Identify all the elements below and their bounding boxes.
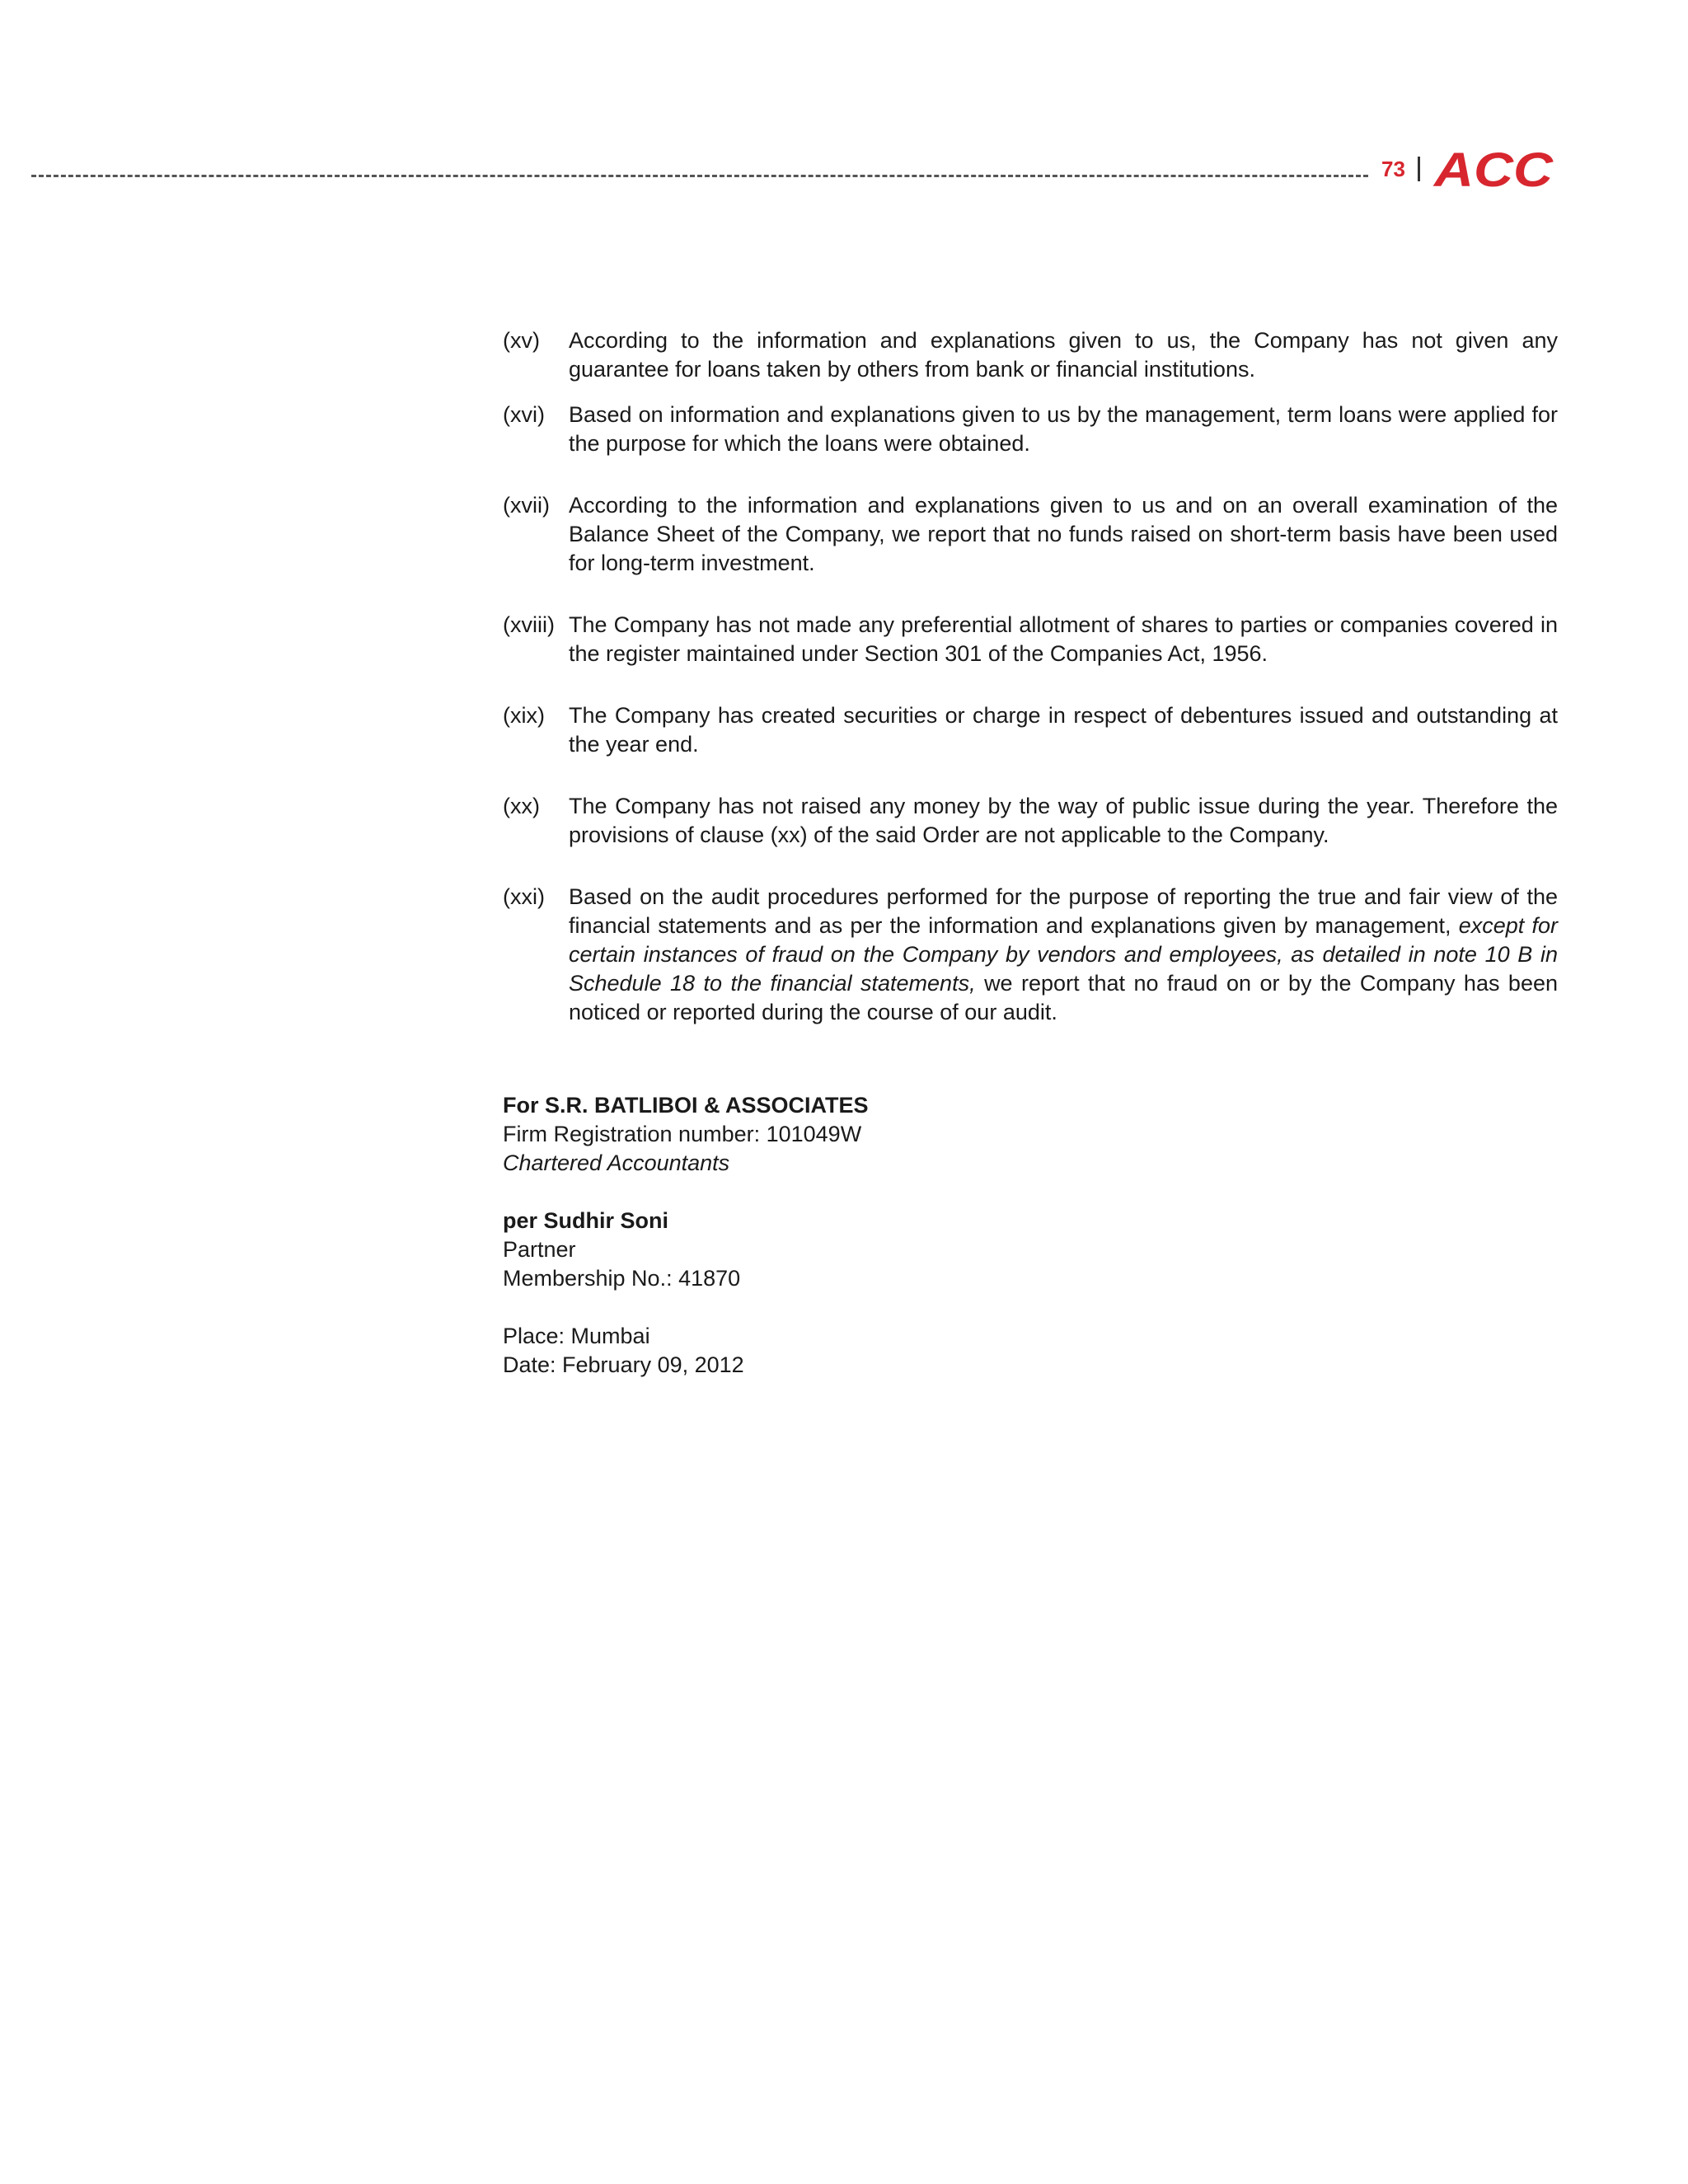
firm-registration: Firm Registration number: 101049W [503, 1122, 862, 1146]
clause-number: (xvii) [503, 493, 550, 518]
clause-xviii [503, 611, 1558, 668]
clause-text [569, 883, 1558, 1027]
place: Place: Mumbai [503, 1324, 650, 1348]
clause-text: Based on information and explanations given to us by the management, term loans were applied for the purpose for which the loans were obtained. [569, 402, 1558, 456]
clause-text-before: Based on the audit procedures performed for the purpose of reporting the true and fair view of the financial statements and as per the information and explanations given by management, [569, 884, 1558, 938]
clause-text: The Company has not made any preferential allotment of shares to parties or companies covered in the register maintained under Section 301 of the Companies Act, 1956. [569, 612, 1558, 666]
report-body [503, 326, 1558, 1408]
clause-xx [503, 792, 1558, 850]
clause-xix [503, 701, 1558, 759]
place-date [503, 1322, 1558, 1380]
date: Date: February 09, 2012 [503, 1352, 744, 1377]
acc-logo [1432, 147, 1556, 193]
clause-text-italic: except for certain instances of fraud on the Company by vendors and employees, as detailed in note 10 B in Schedule 18 to the financial statements, [569, 913, 1558, 996]
signature-block [503, 1091, 1558, 1380]
header-dashed-rule [31, 175, 1368, 177]
membership-number: Membership No.: 41870 [503, 1266, 741, 1291]
clause-xvii [503, 491, 1558, 578]
acc-logo-text: ACC [1432, 147, 1554, 193]
firm-name: For S.R. BATLIBOI & ASSOCIATES [503, 1093, 869, 1118]
signatory-details [503, 1207, 1558, 1293]
clause-text: The Company has created securities or charge in respect of debentures issued and outstanding at the year end. [569, 703, 1558, 757]
clause-xv [503, 326, 1558, 384]
clause-text-after: we report that no fraud on or by the Company has been noticed or reported during the course of our audit. [569, 971, 1558, 1024]
clause-number: (xix) [503, 703, 545, 728]
firm-type: Chartered Accountants [503, 1151, 730, 1175]
page-number: 73 [1381, 157, 1405, 181]
clause-text: According to the information and explanations given to us, the Company has not given any guarantee for loans taken by others from bank or financial institutions. [569, 328, 1558, 382]
clause-text: According to the information and explanations given to us and on an overall examination of the Balance Sheet of the Company, we report that no funds raised on short-term basis have been used for long-term investment. [569, 493, 1558, 575]
clause-number: (xx) [503, 794, 540, 818]
clause-xxi [503, 883, 1558, 1027]
firm-details [503, 1091, 1558, 1178]
clause-number: (xviii) [503, 612, 555, 637]
clause-text: The Company has not raised any money by the way of public issue during the year. Therefore the provisions of clause (xx) of the said Order are not applicable to the Company. [569, 794, 1558, 847]
signatory-name: per Sudhir Soni [503, 1208, 669, 1233]
clause-number: (xxi) [503, 884, 545, 909]
clause-xvi [503, 401, 1558, 458]
signatory-designation: Partner [503, 1237, 576, 1262]
clause-number: (xvi) [503, 402, 545, 427]
header-separator [1418, 157, 1420, 181]
clause-number: (xv) [503, 328, 540, 353]
